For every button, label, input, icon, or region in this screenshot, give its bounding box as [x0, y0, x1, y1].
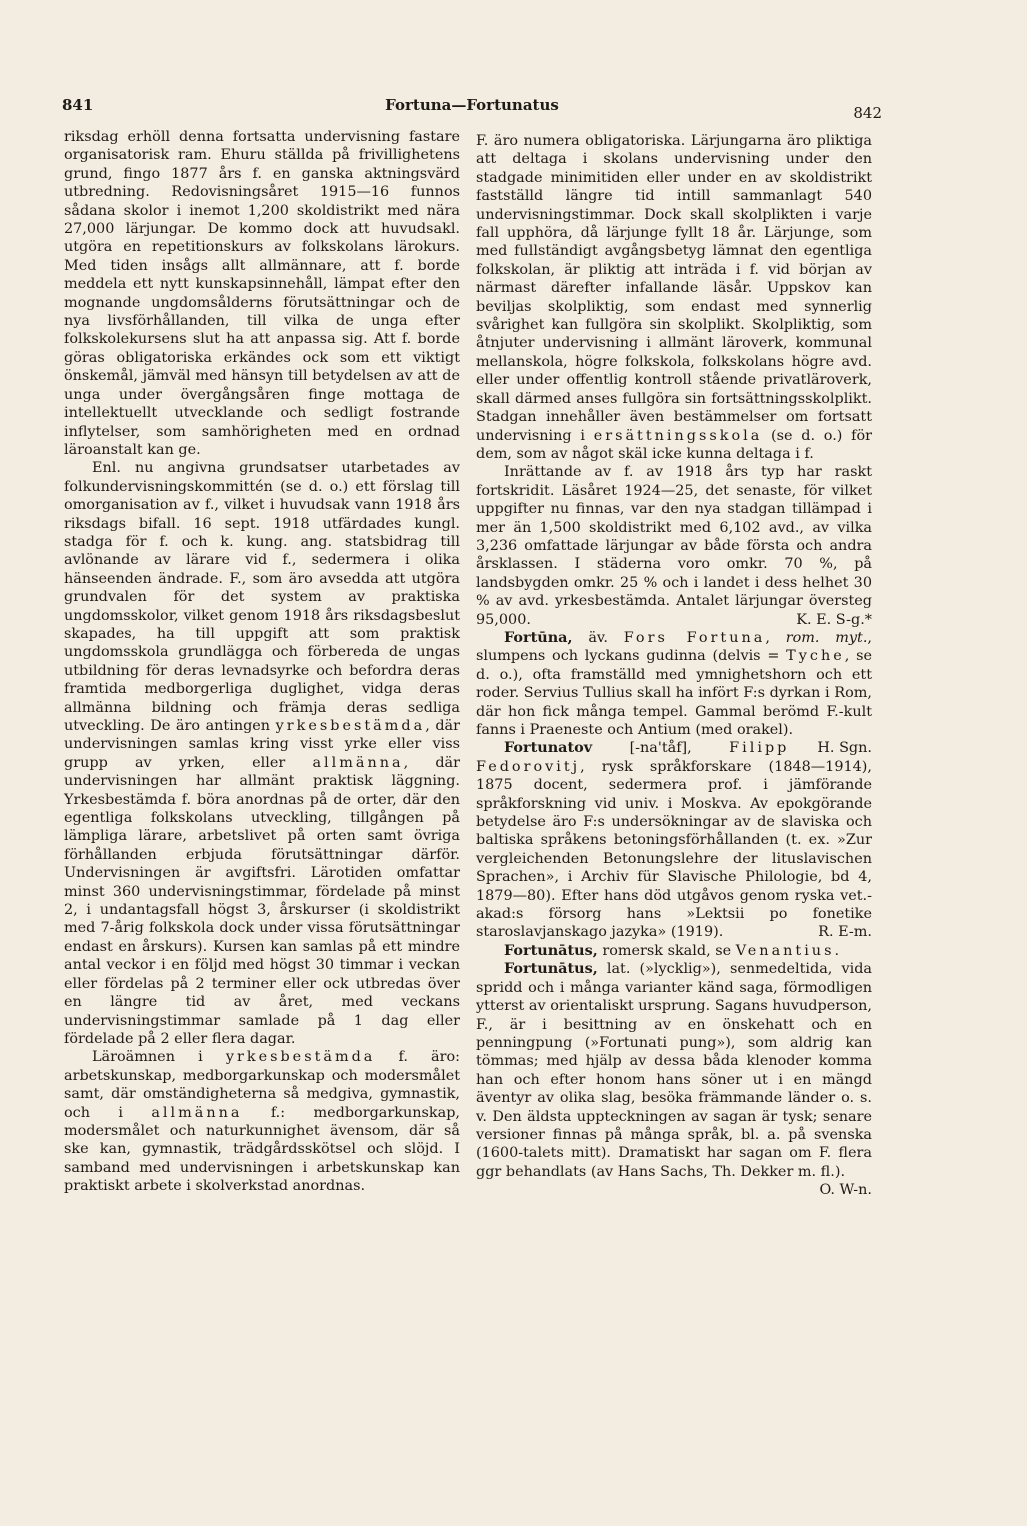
spaced-term: ersättningsskola — [593, 427, 763, 444]
page-number-right: 842 — [853, 104, 882, 122]
entry-fortunatus-skald: Fortunātus, romersk skald, se Venantius. — [504, 941, 840, 959]
headword: Fortūna, — [504, 628, 573, 646]
spaced-term: Fors Fortuna — [623, 629, 766, 646]
author-signature: R. E-m. — [818, 924, 872, 941]
spaced-term: Venantius — [735, 942, 835, 959]
spaced-term: allmänna — [151, 1104, 243, 1121]
page-header — [62, 96, 882, 120]
left-column — [64, 128, 460, 1196]
paragraph: Inrättande av f. av 1918 års typ har raskt fortskridit. Läsåret 1924—25, det senaste, för vilket uppgifter nu finnas, var den nya stadgan tillämpad i mer än 1,500 skoldistrikt med 6,102 avd., av vilka 3,236 omfattade lärjungar av både första och andra årsklassen. I städerna voro omkr. 70 %, på landsbygden omkr. 25 % och i landet i dess helhet 30 % av avd. yrkesbestämda. Antalet lärjungar översteg 95,000. K. E. S-g.* — [476, 464, 872, 628]
headword: Fortunatov — [504, 739, 593, 757]
headword: Fortunātus, — [504, 960, 598, 978]
entry-fortuna: Fortūna, äv. Fors Fortuna, rom. myt., slumpens och lyckans gudinna (delvis = Tyche, se d. o.), ofta framställd med ymnighetshorn och ett roder. Servius Tullius skall ha infört F:s dyrkan i Rom, där hon fick många tempel. Gammal berömd F.-kult fanns i Praeneste och Antium (med orakel). H. Sgn. — [476, 628, 872, 757]
running-head: Fortuna—Fortunatus — [385, 96, 559, 114]
spaced-term: Tyche — [786, 648, 845, 665]
abbreviation: rom. myt. — [785, 629, 868, 646]
entry-fortunatov: Fortunatov [-na'tåf], Filipp Fedorovitj, rysk språkforskare (1848—1914), 1875 docent, sedermera prof. i jämförande språkforskning vid univ. i Moskva. Av epokgörande betydelse äro F:s undersökningar av de slaviska och baltiska språkens betoningsförhållanden (t. ex. »Zur vergleichenden Betonungslehre der lituslavischen Sprachen», i Archiv für Slavische Philologie, bd 4, 1879—80). Efter hans död utgåvos genom ryska vet.-akad:s försorg hans »Lektsii po fonetike staroslavjanskago jazyka» (1919). R. E-m. — [476, 739, 872, 941]
paragraph: riksdag erhöll denna fortsatta undervisning fastare organisatorisk ram. Ehuru ställda på frivillighetens grund, fingo 1877 års f. en ganska aktningsvärd utbredning. Redovisningsåret 1915—16 funnos sådana skolor i inemot 1,200 skoldistrikt med nära 27,000 lärjungar. De kommo dock att huvudsakl. utgöra en repetitionskurs av folkskolans lärokurs. Med tiden insågs allt allmännare, att f. borde meddela ett nytt kunskapsinnehåll, lämpat efter den mognande ungdomsålderns förutsättningar och de nya livsförhållanden, till vilka de unga efter folkskolekursens slut ha att anpassa sig. Att f. borde göras obligatoriska erkändes ock som ett viktigt önskemål, jämväl med hänsyn till betydelsen av att de unga under övergångsåren finge mottaga de intellektuellt utvecklande och sedligt fostrande inflytelser, som samhörigheten med en ordnad läroanstalt kan ge. — [64, 129, 460, 458]
page-number-left: 841 — [62, 96, 94, 114]
spaced-term: yrkesbestämda — [225, 1049, 376, 1066]
author-signature: H. Sgn. — [817, 740, 872, 757]
spaced-term: yrkesbestämda — [275, 718, 426, 734]
spaced-term: allmänna — [312, 754, 404, 771]
paragraph: Enl. nu angivna grundsatser utarbetades av folkundervisningskommittén (se d. o.) ett förslag till omorganisation av f., vilket i huvudsak vann 1918 års riksdags bifall. 16 sept. 1918 utfärdades kungl. stadga för f. och k. kung. ang. statsbidrag till avlönande av lärare vid f., sedermera i olika hänseenden ändrade. F., som äro avsedda att utgöra grundvalen för det system av praktiska ungdomsskolor, vilket genom 1918 års riksdagsbeslut skapades, ha till uppgift att som praktisk ungdomsskola grundlägga och förbereda de ungas utbildning för deras levnadsyrke och befordra deras framtida medborgerliga duglighet, vidga deras allmänna bildning och främja deras sedliga utveckling. De äro antingen yrkesbestämda, där undervisningen samlas kring visst yrke eller viss grupp av yrken, eller allmänna, där undervisningen har allmänt praktisk läggning. Yrkesbestämda f. böra anordnas på de orter, där den egentliga folkskolans utveckling, tillgången på lämpliga lärare, arbetslivet på orten samt övriga förhållanden erbjuda förutsättningar därför. Undervisningen är avgiftsfri. Lärotiden omfattar minst 360 undervisningstimmar, fördelade på minst 2, i undantagsfall högst 3, årskurser (i skoldistrikt med 7-årig folkskola dock under vissa förutsättningar endast en årskurs). Kursen kan samlas på ett mindre antal veckor i en följd med högst 30 timmar i veckan eller fördelas på 2 terminer eller ock utbredas över en längre tid av året, med veckans undervisningstimmar samlade på 1 dag eller fördelade på 2 eller flera dagar. — [64, 460, 461, 1047]
author-signature: O. W-n. — [819, 1182, 872, 1199]
spaced-term: Filipp Fedorovitj — [476, 740, 790, 775]
headword: Fortunātus, — [504, 941, 598, 959]
author-signature: K. E. S-g.* — [796, 611, 872, 628]
right-column — [476, 132, 872, 1200]
entry-fortunatus-saga: Fortunātus, lat. (»lycklig»), senmedeltida, vida spridd och i många varianter känd saga, förmodligen ytterst av orientaliskt ursprung. Sagans huvudperson, F., är i besittning av en önskehatt och en penningpung (»Fortunati pung»), som aldrig kan tömmas; med hjälp av dessa båda klenoder komma han och efter honom hans söner ut i en mängd äventyr av olika slag, besöka främmande länder o. s. v. Den äldsta uppteckningen av sagan är tysk; senare versioner finnas på många språk, bl. a. på svenska (1600-talets mitt). Dramatiskt har sagan om F. flera ggr behandlats (av Hans Sachs, Th. Dekker m. fl.). O. W-n. — [476, 960, 873, 1199]
paragraph: F. äro numera obligatoriska. Lärjungarna äro pliktiga att deltaga i skolans undervisning under den stadgade minimitiden eller under en av skoldistrikt fastställd längre tid intill sammanlagt 540 undervisningstimmar. Dock skall skolplikten i varje fall upphöra, då lärjunge fyllt 18 år. Lärjunge, som med fullständigt avgångsbetyg lämnat den egentliga folkskolan, är pliktig att inträda i f. vid början av närmast därefter infallande läsår. Uppskov kan beviljas skolpliktig, som endast med synnerlig svårighet kan fullgöra sin skolplikt. Skolpliktig, som åtnjuter undervisning i allmänt läroverk, kommunal mellanskola, högre folkskola, folkskolans högre avd. eller under offentlig kontroll stående privatläroverk, skall därmed anses fullgöra sin fortsättningsskolplikt. Stadgan innehåller även bestämmelser om fortsatt undervisning i ersättningsskola (se d. o.) för dem, som av något skäl icke kunna deltaga i f. — [476, 133, 873, 462]
paragraph: Läroämnen i yrkesbestämda f. äro: arbetskunskap, medborgarkunskap och modersmålet samt, där omständigheterna så medgiva, gymnastik, och i allmänna f.: medborgarkunskap, modersmålet och naturkunnighet ävensom, där så ske kan, gymnastik, trädgårdsskötsel och slöjd. I samband med undervisningen i arbetskunskap kan praktiskt arbete i skolverkstad anordnas. — [64, 1049, 461, 1195]
